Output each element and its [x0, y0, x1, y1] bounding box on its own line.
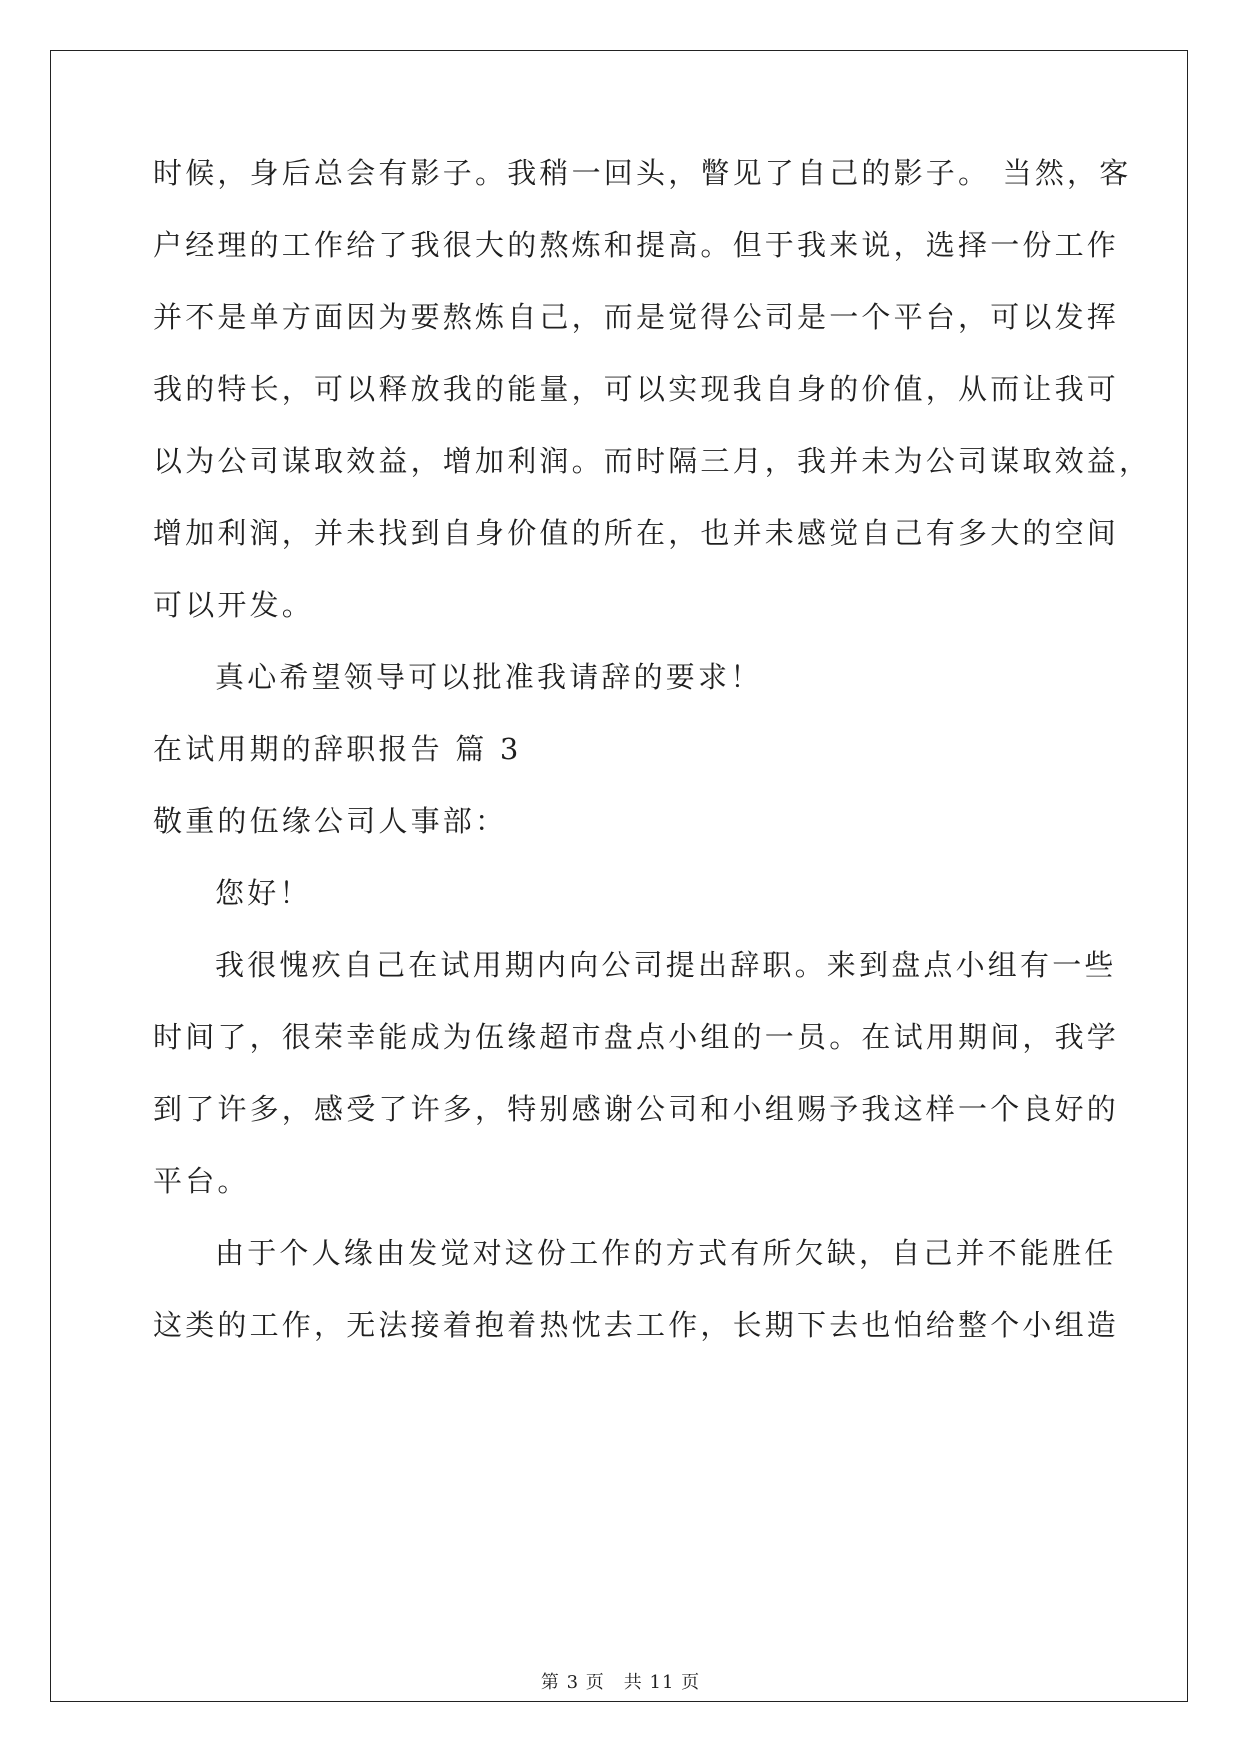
- body-text-line: 我很愧疚自己在试用期内向公司提出辞职。来到盘点小组有一些: [215, 948, 1117, 982]
- body-text-line: 这类的工作，无法接着抱着热忱去工作，长期下去也怕给整个小组造: [153, 1308, 1120, 1342]
- body-text-line: 以为公司谋取效益，增加利润。而时隔三月，我并未为公司谋取效益，: [153, 444, 1152, 478]
- body-text-line: 增加利润，并未找到自身价值的所在，也并未感觉自己有多大的空间: [153, 516, 1120, 550]
- body-text-line: 时间了，很荣幸能成为伍缘超市盘点小组的一员。在试用期间，我学: [153, 1020, 1120, 1054]
- page-number-footer: 第 3 页 共 11 页: [540, 1672, 701, 1693]
- greeting: 您好！: [215, 876, 312, 910]
- body-text-line: 到了许多，感受了许多，特别感谢公司和小组赐予我这样一个良好的: [153, 1092, 1120, 1126]
- body-text-line: 时候，身后总会有影子。我稍一回头，瞥见了自己的影子。 当然，客: [153, 156, 1132, 190]
- body-text-line: 平台。: [153, 1164, 250, 1198]
- section-heading: 在试用期的辞职报告 篇 3: [153, 732, 522, 766]
- body-text-line: 并不是单方面因为要熬炼自己，而是觉得公司是一个平台，可以发挥: [153, 300, 1120, 334]
- body-text-line: 真心希望领导可以批准我请辞的要求！: [215, 660, 763, 694]
- body-text-line: 我的特长，可以释放我的能量，可以实现我自身的价值，从而让我可: [153, 372, 1120, 406]
- salutation: 敬重的伍缘公司人事部：: [153, 804, 508, 838]
- body-text-line: 可以开发。: [153, 588, 315, 622]
- body-text-line: 户经理的工作给了我很大的熬炼和提高。但于我来说，选择一份工作: [153, 228, 1120, 262]
- body-text-line: 由于个人缘由发觉对这份工作的方式有所欠缺，自己并不能胜任: [215, 1236, 1117, 1270]
